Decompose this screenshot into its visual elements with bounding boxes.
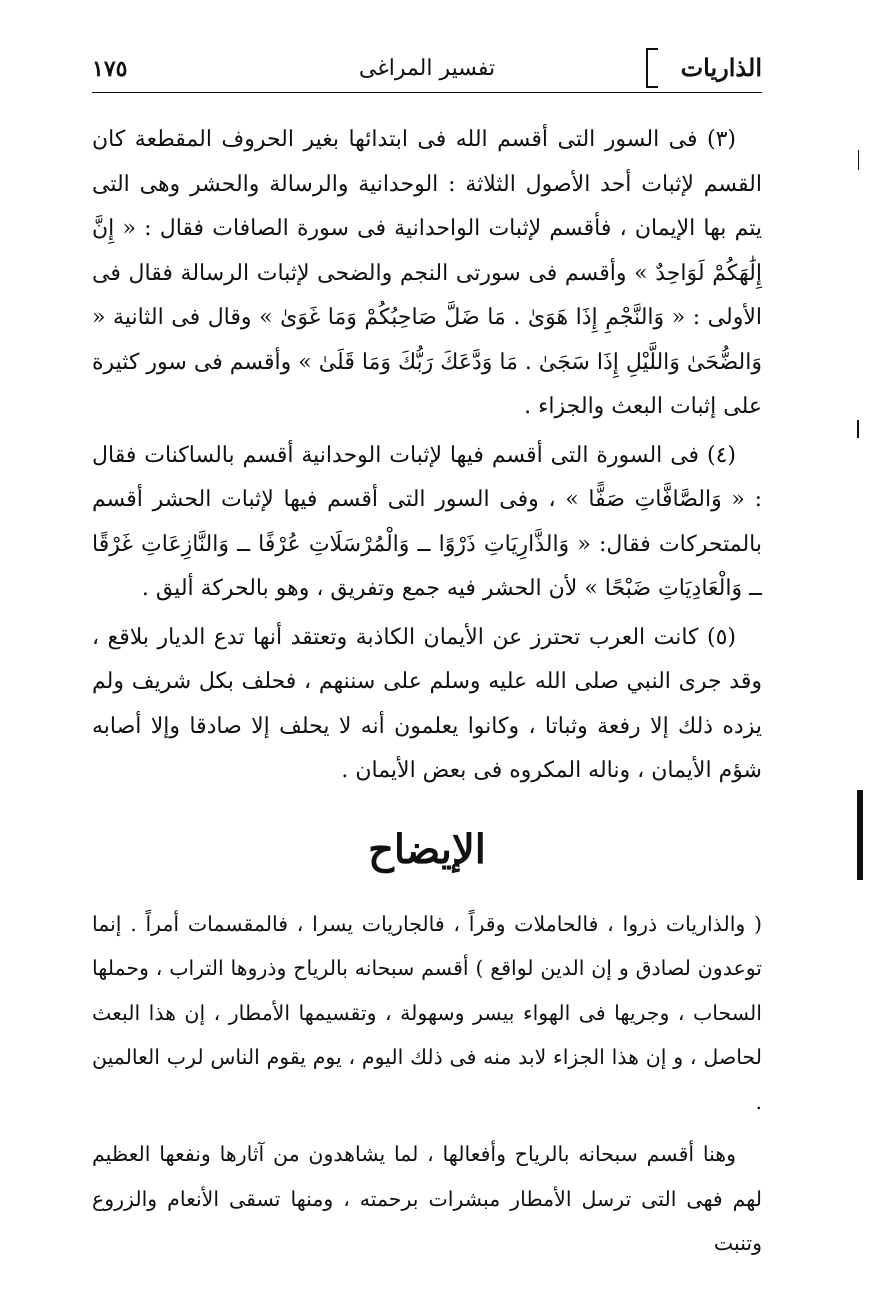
commentary-paragraph: ( والذاريات ذروا ، فالحاملات وقراً ، فالجاريات يسرا ، فالمقسمات أمراً . إنما توعدون لصادق و إن الدين لواقع ) أقسم سبحانه بالرياح وذروها التراب ، وحملها السحاب ، وجريها فى الهواء بيسر وسهولة ، وتقسيمها الأمطار ، إن هذا البعث لحاصل ، و إن هذا الجزاء لابد منه فى ذلك اليوم ، يوم يقوم الناس لرب العالمين . [92, 911, 762, 1114]
page-header [92, 44, 762, 100]
book-title: تفسير المراغى [358, 56, 496, 81]
section-heading: الإيضاح [368, 825, 486, 873]
scan-margin-mark [857, 420, 859, 438]
scan-margin-mark [857, 790, 863, 880]
paragraph-note-4: (٤) فى السورة التى أقسم فيها لإثبات الوحدانية أقسم بالساكنات فقال : « وَالصَّافَّاتِ صَفًّا » ، وفى السور التى أقسم فيها لإثبات الحشر أقسم بالمتحركات فقال: « وَالذَّارِيَاتِ ذَرْوًا ــ وَالْمُرْسَلَاتِ عُرْفًا ــ وَالنَّازِعَاتِ غَرْقًا ــ وَالْعَادِيَاتِ ضَبْحًا » لأن الحشر فيه جمع وتفريق ، وهو بالحركة أليق . [92, 442, 762, 601]
page-body [92, 118, 762, 1266]
scan-margin-mark [858, 150, 859, 170]
commentary-section [92, 902, 762, 1266]
header-divider [92, 92, 762, 93]
commentary-paragraph: وهنا أقسم سبحانه بالرياح وأفعالها ، لما يشاهدون من آثارها ونفعها العظيم لهم فهى التى ترسل الأمطار مبشرات برحمته ، ومنها تسقى الأنعام والزروع وتنبت [92, 1142, 762, 1255]
surah-name: الذاريات [680, 53, 762, 82]
paragraph-note-5: (٥) كانت العرب تحترز عن الأيمان الكاذبة وتعتقد أنها تدع الديار بلاقع ، وقد جرى النبي صلى الله عليه وسلم على سننهم ، فحلف بكل شريف ولم يزده ذلك إلا رفعة وثباتا ، وكانوا يعلمون أنه لا يحلف إلا صادقا وإلا أصابه شؤم الأيمان ، وناله المكروه فى بعض الأيمان . [92, 624, 762, 783]
paragraph-note-3: (٣) فى السور التى أقسم الله فى ابتدائها بغير الحروف المقطعة كان القسم لإثبات أحد الأصول الثلاثة : الوحدانية والرسالة والحشر وهى التى يتم بها الإيمان ، فأقسم لإثبات الواحدانية فى سورة الصافات فقال : « إِنَّ إِلَٰهَكُمْ لَوَاحِدٌ » وأقسم فى سورتى النجم والضحى لإثبات الرسالة فقال فى الأولى : « وَالنَّجْمِ إِذَا هَوَىٰ . مَا ضَلَّ صَاحِبُكُمْ وَمَا غَوَىٰ » وقال فى الثانية « وَالضُّحَىٰ وَاللَّيْلِ إِذَا سَجَىٰ . مَا وَدَّعَكَ رَبُّكَ وَمَا قَلَىٰ » وأقسم فى سور كثيرة على إثبات البعث والجزاء . [92, 127, 762, 419]
page-number: ١٧٥ [92, 56, 128, 82]
